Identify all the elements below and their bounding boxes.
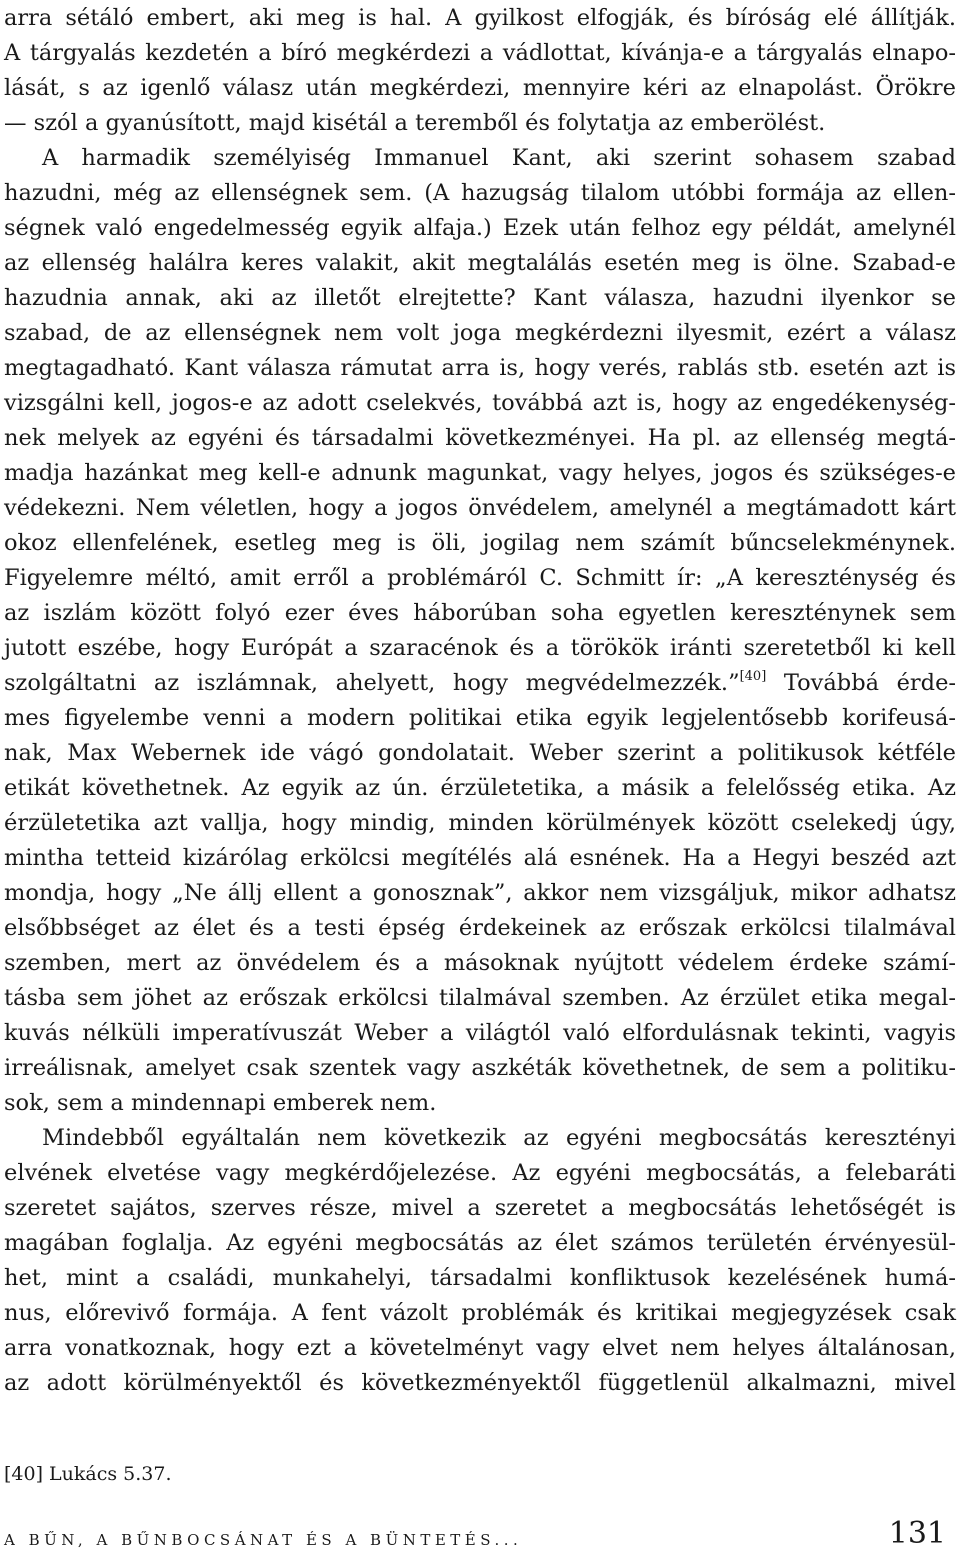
page-number: 131 bbox=[888, 1516, 946, 1551]
text-line: okoz ellenfelének, esetleg meg is öli, jogilag nem számít bűncselekménynek. bbox=[4, 530, 956, 556]
text-line: hazudni, még az ellenségnek sem. (A hazugság tilalom utóbbi formája az ellen- bbox=[4, 180, 956, 206]
text-line: elsőbbséget az élet és a testi épség érdekeinek az erőszak erkölcsi tilalmával bbox=[4, 915, 956, 941]
text-line: irreálisnak, amelyet csak szentek vagy aszkéták követhetnek, de sem a politiku- bbox=[4, 1055, 956, 1081]
text-line-with-footnote bbox=[4, 665, 956, 701]
text-fragment: Továbbá érde- bbox=[766, 670, 956, 696]
text-line: A tárgyalás kezdetén a bíró megkérdezi a vádlottat, kívánja-e a tárgyalás elnapo- bbox=[4, 40, 956, 66]
text-line: het, mint a családi, munkahelyi, társadalmi konfliktusok kezelésének humá- bbox=[4, 1265, 956, 1291]
text-line: az ellenség halálra keres valakit, akit megtalálás esetén meg is ölne. Szabad-e bbox=[4, 250, 956, 276]
running-title: A BŰN, A BŰNBOCSÁNAT ÉS A BÜNTETÉS... bbox=[4, 1531, 523, 1549]
footnote-reference: [40] bbox=[739, 669, 767, 684]
text-line: sok, sem a mindennapi emberek nem. bbox=[4, 1090, 437, 1116]
text-line: az iszlám között folyó ezer éves háborúban soha egyetlen kereszténynek sem bbox=[4, 600, 956, 626]
footnote: [40] Lukács 5.37. bbox=[4, 1463, 172, 1485]
text-line: madja hazánkat meg kell-e adnunk magunkat, vagy helyes, jogos és szükséges-e bbox=[4, 460, 956, 486]
text-line: arra sétáló embert, aki meg is hal. A gyilkost elfogják, és bíróság elé állítják. bbox=[4, 5, 956, 31]
text-line: nak, Max Webernek ide vágó gondolatait. Weber szerint a politikusok kétféle bbox=[4, 740, 956, 766]
text-line: nus, előrevivő formája. A fent vázolt problémák és kritikai megjegyzések csak bbox=[4, 1300, 956, 1326]
text-line: Figyelemre méltó, amit erről a problémáról C. Schmitt ír: „A kereszténység és bbox=[4, 565, 956, 591]
text-line: érzületetika azt vallja, hogy mindig, minden körülmények között cselekedj úgy, bbox=[4, 810, 956, 836]
text-line: szabad, de az ellenségnek nem volt joga megkérdezni ilyesmit, ezért a válasz bbox=[4, 320, 956, 346]
text-line: lását, s az igenlő válasz után megkérdezi, mennyire kéri az elnapolást. Örökre bbox=[4, 75, 956, 101]
text-line: hazudnia annak, aki az illetőt elrejtette? Kant válasza, hazudni ilyenkor se bbox=[4, 285, 956, 311]
text-line: mes figyelembe venni a modern politikai etika egyik legjelentősebb korifeusá- bbox=[4, 705, 956, 731]
text-line: mintha tetteid kizárólag erkölcsi megítélés alá esnének. Ha a Hegyi beszéd azt bbox=[4, 845, 956, 871]
text-line: — szól a gyanúsított, majd kisétál a teremből és folytatja az emberölést. bbox=[4, 110, 826, 136]
text-line: A harmadik személyiség Immanuel Kant, aki szerint sohasem szabad bbox=[42, 145, 956, 171]
text-line: szeretet sajátos, szerves része, mivel a szeretet a megbocsátás lehetőségét is bbox=[4, 1195, 956, 1221]
text-line: védekezni. Nem véletlen, hogy a jogos önvédelem, amelynél a megtámadott kárt bbox=[4, 495, 956, 521]
text-line: magában foglalja. Az egyéni megbocsátás az élet számos területén érvényesül- bbox=[4, 1230, 956, 1256]
text-line: Mindebből egyáltalán nem következik az egyéni megbocsátás keresztényi bbox=[42, 1125, 956, 1151]
text-line: nek melyek az egyéni és társadalmi következményei. Ha pl. az ellenség megtá- bbox=[4, 425, 956, 451]
text-line: kuvás nélküli imperatívuszát Weber a világtól való elfordulásnak tekinti, vagyis bbox=[4, 1020, 956, 1046]
text-line: szemben, mert az önvédelem és a másoknak nyújtott védelem érdeke számí- bbox=[4, 950, 956, 976]
text-fragment: szolgáltatni az iszlámnak, ahelyett, hogy megvédelmezzék.” bbox=[4, 670, 740, 696]
text-line: az adott körülményektől és következményektől függetlenül alkalmazni, mivel bbox=[4, 1370, 956, 1396]
text-line: megtagadható. Kant válasza rámutat arra is, hogy verés, rablás stb. esetén azt is bbox=[4, 355, 956, 381]
text-line: mondja, hogy „Ne állj ellent a gonosznak”, akkor nem vizsgáljuk, mikor adhatsz bbox=[4, 880, 956, 906]
text-line: jutott eszébe, hogy Európát a szaracénok és a törökök iránti szeretetből ki kell bbox=[4, 635, 956, 661]
text-line: vizsgálni kell, jogos-e az adott cselekvés, továbbá azt is, hogy az engedékenység- bbox=[4, 390, 956, 416]
text-line: arra vonatkoznak, hogy ezt a követelményt vagy elvet nem helyes általánosan, bbox=[4, 1335, 956, 1361]
text-line: elvének elvetése vagy megkérdőjelezése. Az egyéni megbocsátás, a felebaráti bbox=[4, 1160, 956, 1186]
text-line: etikát követhetnek. Az egyik az ún. érzületetika, a másik a felelősség etika. Az bbox=[4, 775, 956, 801]
text-line: tásba sem jöhet az erőszak erkölcsi tilalmával szemben. Az érzület etika megal- bbox=[4, 985, 956, 1011]
text-line: ségnek való engedelmesség egyik alfaja.) Ezek után felhoz egy példát, amelynél bbox=[4, 215, 956, 241]
